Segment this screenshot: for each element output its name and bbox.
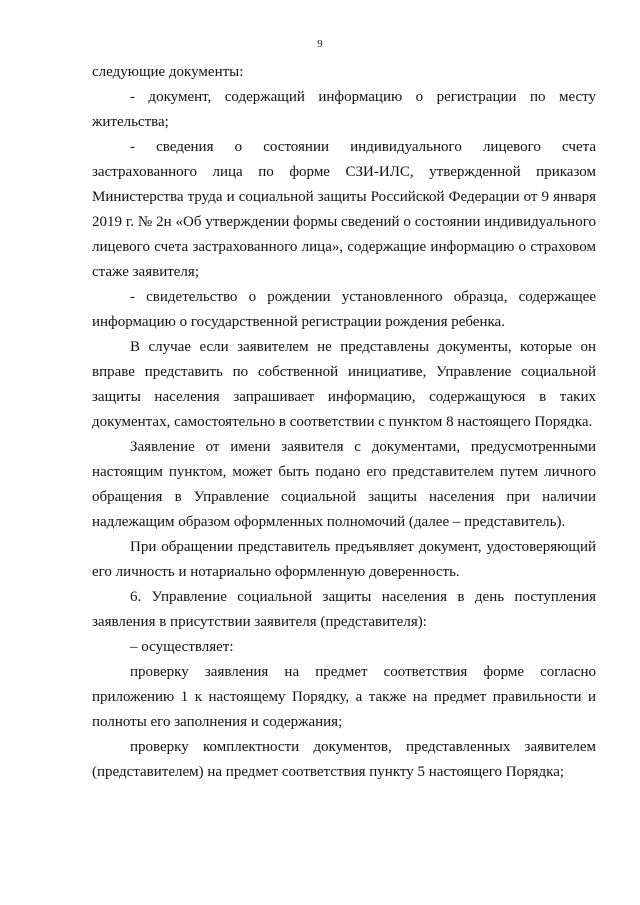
paragraph-birth-certificate: - свидетельство о рождении установленного образца, содержащее информацию о государственной регистрации рождения ребенка. <box>92 289 596 330</box>
paragraph-representative: Заявление от имени заявителя с документами, предусмотренными настоящим пунктом, может быть подано его представителем путем личного обращения в Управление социальной защиты населения при наличии надлежащим образом оформленных полномочий (далее – представитель). <box>92 439 596 530</box>
paragraph-documents-intro: следующие документы: <box>92 64 244 80</box>
paragraph-szi-ils-info: - сведения о состоянии индивидуального лицевого счета застрахованного лица по форме СЗИ-ИЛС, утвержденной приказом Министерства труда и социальной защиты Российской Федерации от 9 января 2019 г. № 2н «Об утверждении формы сведений о состоянии индивидуального лицевого счета застрахованного лица», содержащие информацию о страховом стаже заявителя; <box>92 139 596 280</box>
paragraph-residence-document: - документ, содержащий информацию о регистрации по месту жительства; <box>92 89 596 130</box>
page-number: 9 <box>317 38 323 50</box>
paragraph-documents-request: В случае если заявителем не представлены документы, которые он вправе представить по собственной инициативе, Управление социальной защиты населения запрашивает информацию, содержащуюся в таких документах, самостоятельно в соответствии с пунктом 8 настоящего Порядка. <box>92 339 596 430</box>
paragraph-form-check: проверку заявления на предмет соответствия форме согласно приложению 1 к настоящему Порядку, а также на предмет правильности и полноты его заполнения и содержания; <box>92 664 596 730</box>
page-body <box>92 60 596 785</box>
paragraph-completeness-check: проверку комплектности документов, представленных заявителем (представителем) на предмет соответствия пункту 5 настоящего Порядка; <box>92 739 596 780</box>
paragraph-representative-id: При обращении представитель предъявляет документ, удостоверяющий его личность и нотариально оформленную доверенность. <box>92 539 596 580</box>
paragraph-item-6: 6. Управление социальной защиты населения в день поступления заявления в присутствии заявителя (представителя): <box>92 589 596 630</box>
paragraph-performs: – осуществляет: <box>130 639 234 655</box>
